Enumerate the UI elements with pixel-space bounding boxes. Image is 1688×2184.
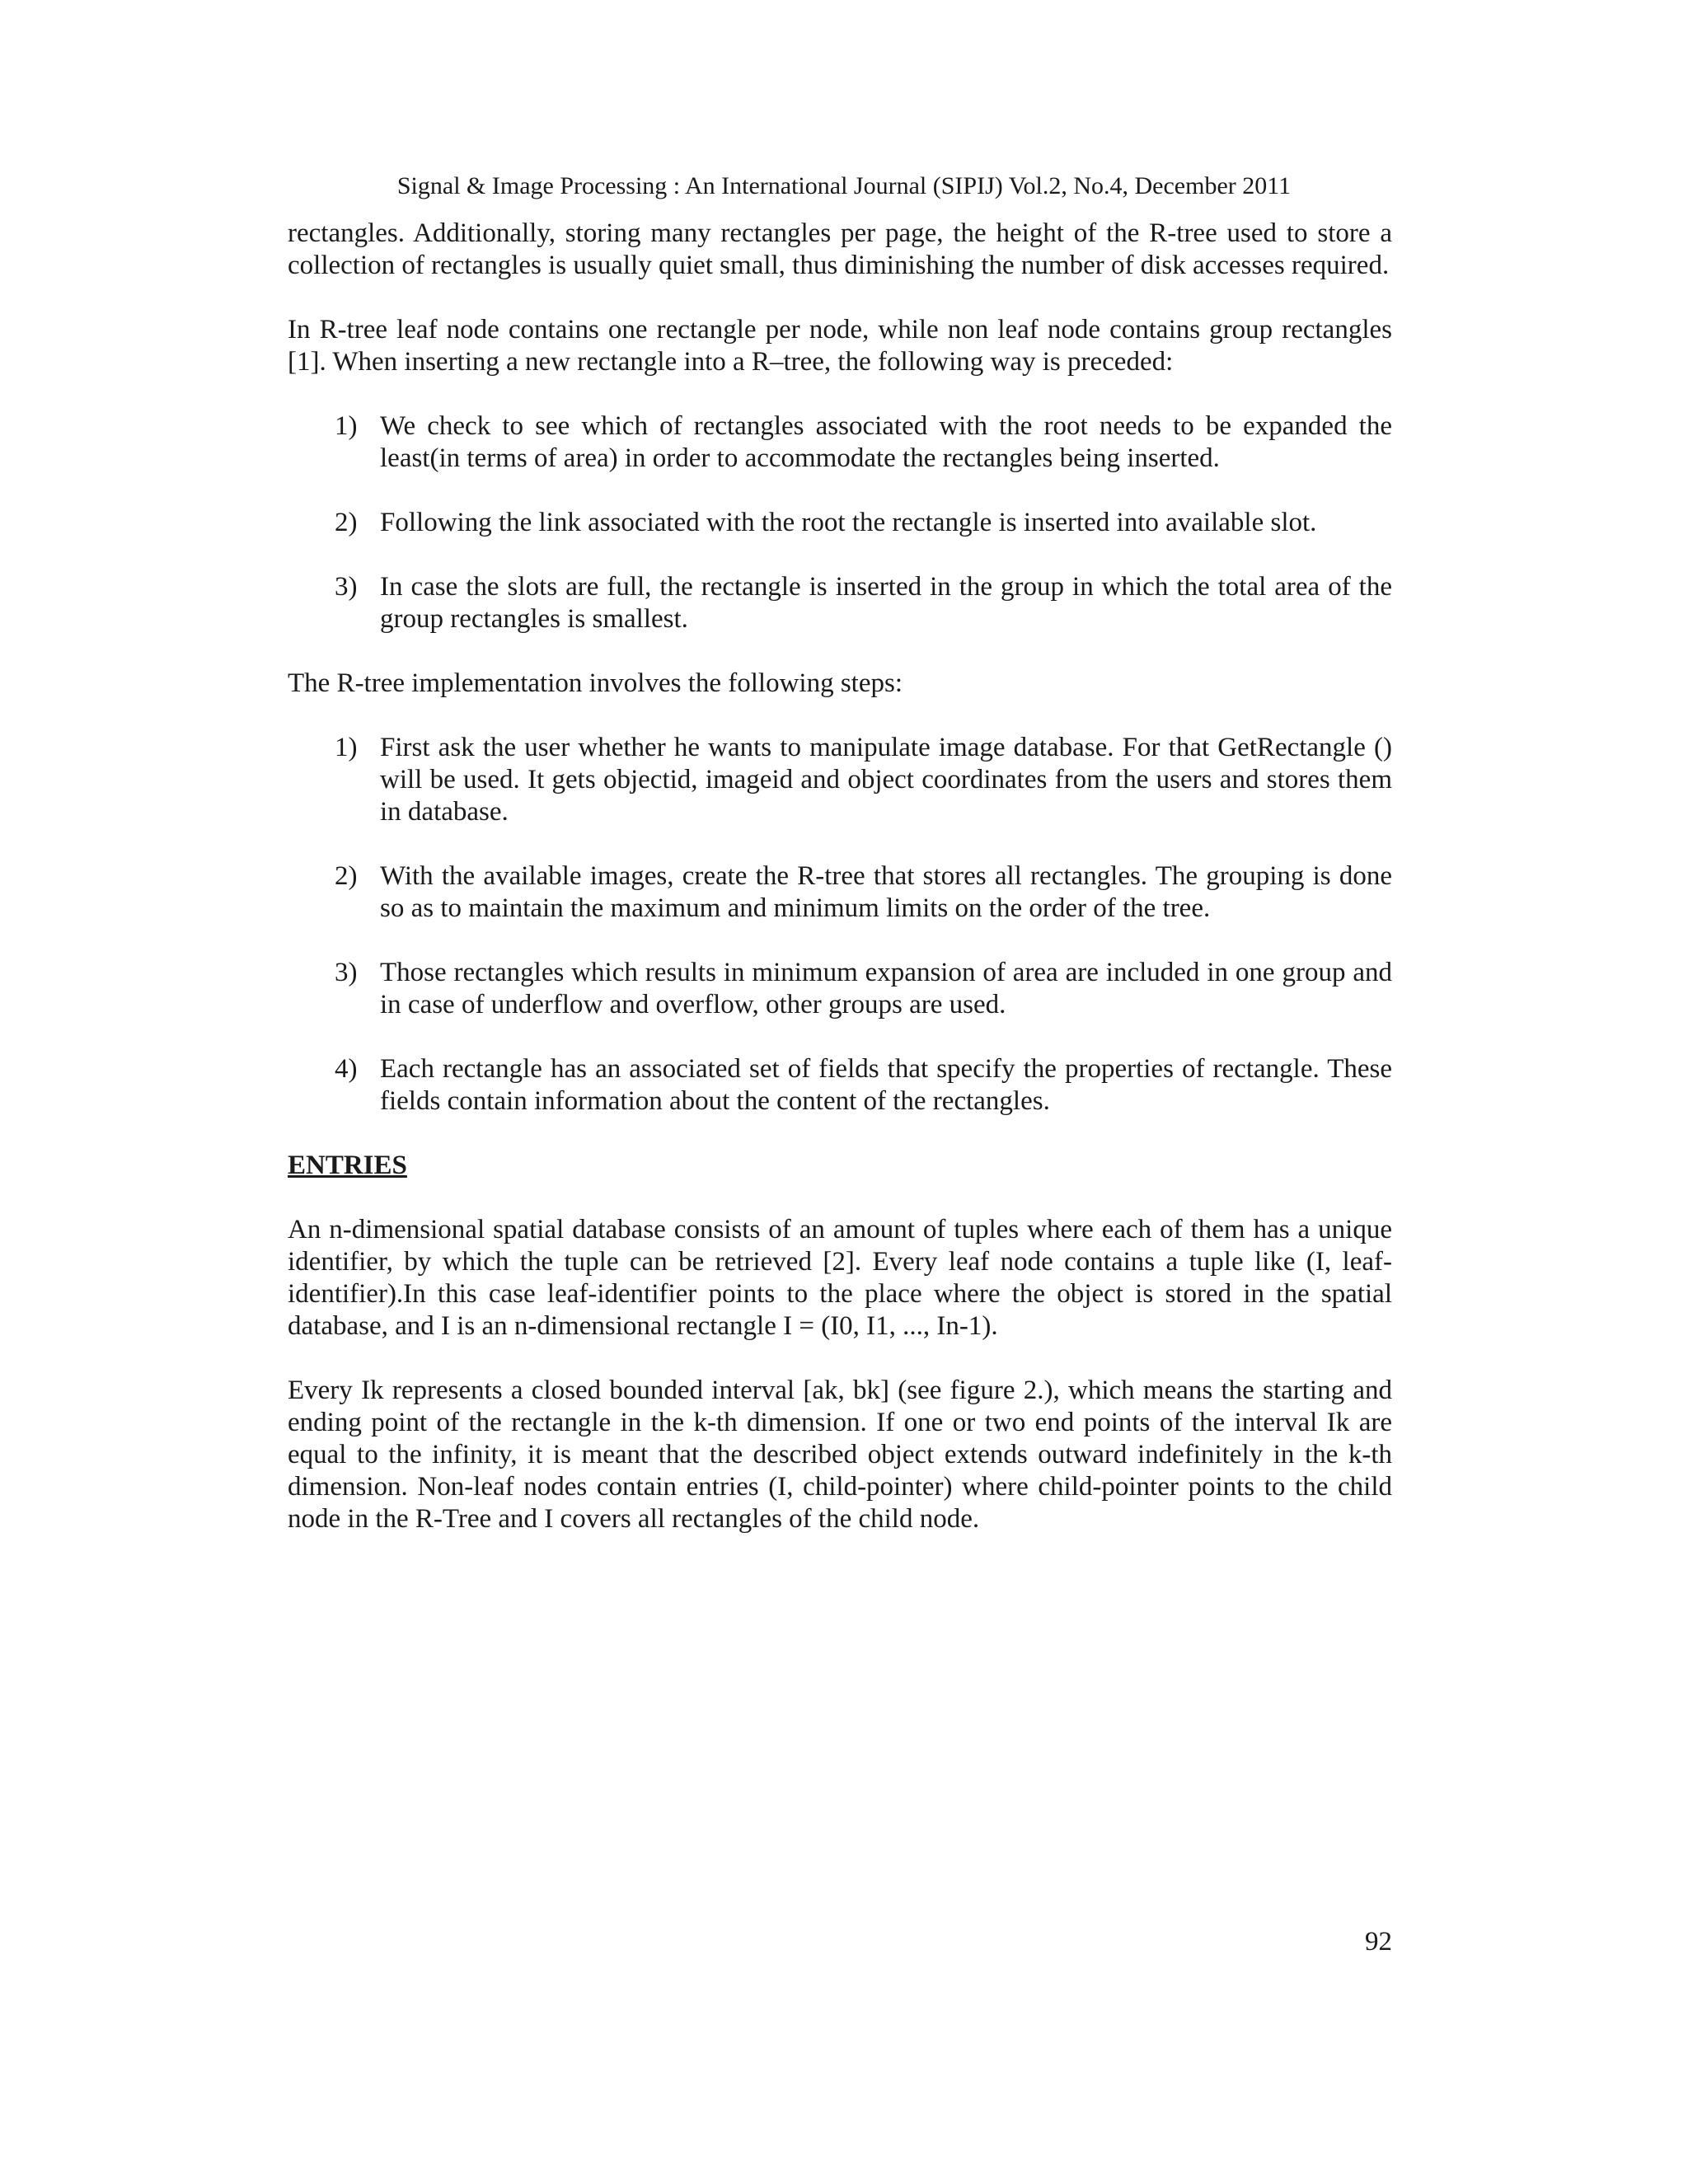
- list-item-number: 3): [335, 958, 358, 987]
- list-item-text: Those rectangles which results in minimum expansion of area are included in one group and in case of underflow and overflow, other groups are used.: [380, 958, 1392, 1019]
- list-item-number: 3): [335, 572, 358, 602]
- list-item-text: Following the link associated with the root the rectangle is inserted into available slot.: [380, 508, 1317, 537]
- list-item-number: 1): [335, 411, 358, 441]
- list-item: [335, 507, 1392, 539]
- list-item-number: 2): [335, 508, 358, 537]
- section-heading-entries: ENTRIES: [288, 1151, 407, 1180]
- list-item-text: In case the slots are full, the rectangle is inserted in the group in which the total area of the group rectangles is smallest.: [380, 572, 1392, 634]
- list-item: [335, 410, 1392, 475]
- page-number: 92: [1365, 1927, 1392, 1957]
- list-item-text: Each rectangle has an associated set of fields that specify the properties of rectangle. These fields contain information about the content of the rectangles.: [380, 1054, 1392, 1116]
- paragraph-rtree-leaf-nodes: In R-tree leaf node contains one rectangle per node, while non leaf node contains group rectangles [1]. When inserting a new rectangle into a R–tree, the following way is preceded:: [288, 315, 1392, 377]
- list-item-text: First ask the user whether he wants to manipulate image database. For that GetRectangle () will be used. It gets objectid, imageid and object coordinates from the users and stores them in database.: [380, 733, 1392, 827]
- paragraph-implementation-intro: The R-tree implementation involves the following steps:: [288, 668, 903, 698]
- paragraph-closed-interval: Every Ik represents a closed bounded interval [ak, bk] (see figure 2.), which means the starting and ending point of the rectangle in the k-th dimension. If one or two end points of the interval Ik are equal to the infinity, it is meant that the described object extends outward indefinitely in the k-th dimension. Non-leaf nodes contain entries (I, child-pointer) where child-pointer points to the child node in the R-Tree and I covers all rectangles of the child node.: [288, 1376, 1392, 1534]
- list-item: [335, 860, 1392, 925]
- list-item-number: 4): [335, 1054, 358, 1084]
- implementation-steps-list: [288, 732, 1392, 1118]
- running-header: Signal & Image Processing : An International Journal (SIPIJ) Vol.2, No.4, December 2011: [396, 172, 1292, 199]
- list-item: [335, 571, 1392, 635]
- paragraph-spatial-database: An n-dimensional spatial database consists of an amount of tuples where each of them has a unique identifier, by which the tuple can be retrieved [2]. Every leaf node contains a tuple like (I, leaf-identifier).In this case leaf-identifier points to the place where the object is stored in the spatial database, and I is an n-dimensional rectangle I = (I0, I1, ..., In-1).: [288, 1215, 1392, 1341]
- insert-steps-list: [288, 410, 1392, 635]
- list-item: [335, 732, 1392, 828]
- list-item: [335, 1053, 1392, 1118]
- list-item-number: 2): [335, 861, 358, 891]
- list-item: [335, 957, 1392, 1021]
- page-body: [288, 218, 1392, 1568]
- paragraph-rtree-height: rectangles. Additionally, storing many rectangles per page, the height of the R-tree used to store a collection of rectangles is usually quiet small, thus diminishing the number of disk accesses required.: [288, 218, 1392, 280]
- list-item-text: We check to see which of rectangles associated with the root needs to be expanded the least(in terms of area) in order to accommodate the rectangles being inserted.: [380, 411, 1392, 473]
- list-item-text: With the available images, create the R-tree that stores all rectangles. The grouping is done so as to maintain the maximum and minimum limits on the order of the tree.: [380, 861, 1392, 923]
- list-item-number: 1): [335, 733, 358, 762]
